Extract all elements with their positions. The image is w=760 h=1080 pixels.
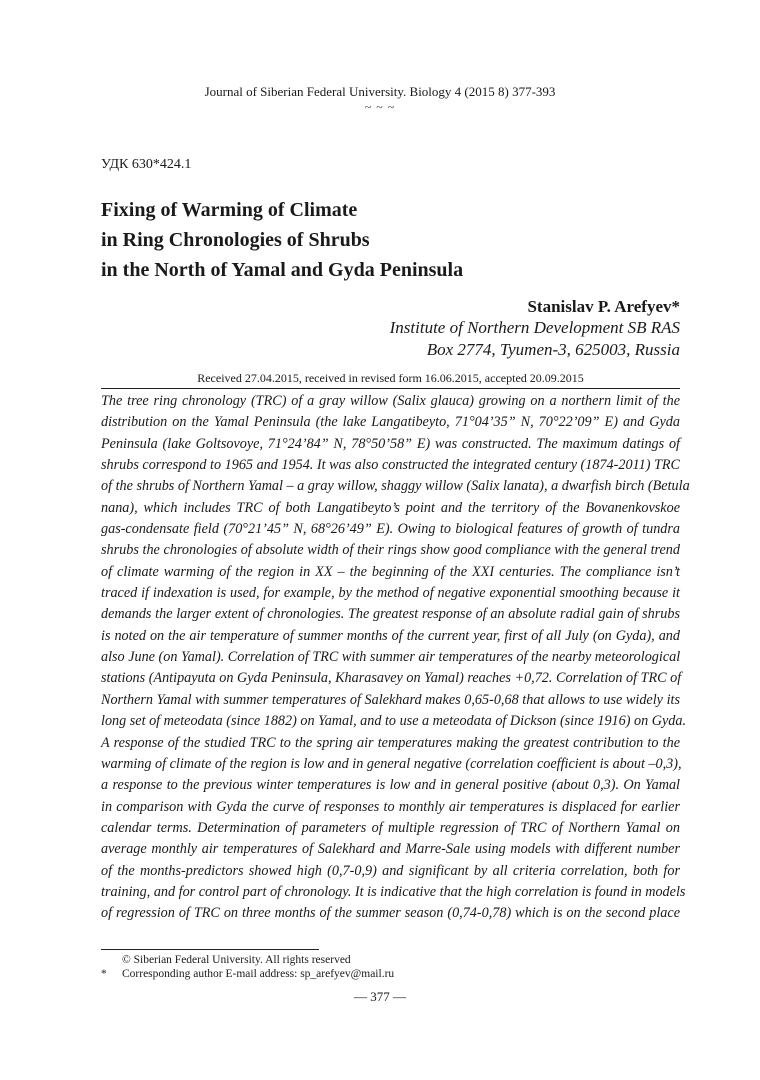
page-number: — 377 —	[354, 989, 406, 1004]
udk-code: УДК 630*424.1	[101, 157, 192, 172]
footnote-mark: *	[101, 968, 107, 980]
title-line: in the North of Yamal and Gyda Peninsula	[101, 259, 464, 281]
title-line: in Ring Chronologies of Shrubs	[101, 229, 370, 251]
abstract-line: shrubs the chronologies of absolute width of their rings show good compliance with the general trend	[101, 542, 680, 559]
abstract-line: average monthly air temperatures of Salekhard and Marre-Sale using models with different number	[101, 841, 680, 858]
abstract-line: also June (on Yamal). Correlation of TRC with summer air temperatures of the nearby meteorological	[101, 649, 681, 666]
title-line: Fixing of Warming of Climate	[101, 199, 358, 221]
abstract-line: is noted on the air temperature of summer months of the current year, first of all July (on Gyda), and	[101, 627, 680, 644]
corresponding-footnote	[101, 966, 394, 982]
abstract-line: of regression of TRC on three months of the summer season (0,74-0,78) which is on the second place	[101, 905, 680, 922]
footnote-divider	[101, 949, 319, 950]
abstract-line: gas-condensate field (70°21’45” N, 68°26’49” E). Owing to biological features of growth of tundra	[101, 521, 680, 538]
affiliation	[390, 317, 680, 361]
abstract-line: training, and for control part of chronology. It is indicative that the high correlation is found in models	[101, 883, 686, 900]
abstract-line: Northern Yamal with summer temperatures of Salekhard makes 0,65-0,68 that allows to use widely its	[101, 691, 680, 708]
header-ornament: ~ ~ ~	[364, 100, 396, 114]
article-title	[101, 195, 463, 285]
abstract-line: demands the larger extent of chronologies. The greatest response of an absolute radial gain of shrubs	[101, 606, 680, 623]
abstract-line: A response of the studied TRC to the spring air temperatures making the greatest contribution to the	[101, 734, 680, 751]
abstract-line: The tree ring chronology (TRC) of a gray willow (Salix glauca) growing on a northern limit of the	[101, 393, 680, 409]
abstract-line: traced if indexation is used, for example, by the method of negative exponential smoothing because it	[101, 585, 680, 602]
abstract-line: nana), which includes TRC of both Langatibeyto’s point and the territory of the Bovanenkovskoe	[101, 499, 680, 516]
received-dates: Received 27.04.2015, received in revised form 16.06.2015, accepted 20.09.2015	[197, 371, 584, 385]
journal-header: Journal of Siberian Federal University. Biology 4 (2015 8) 377-393	[204, 84, 556, 99]
abstract-line: of the shrubs of Northern Yamal – a gray willow, shaggy willow (Salix lanata), a dwarfish birch (Betula	[101, 478, 690, 495]
author-name: Stanislav P. Arefyev*	[527, 297, 680, 316]
abstract-line: of climate warming of the region in XX – the beginning of the XXI centuries. The compliance isn’t	[101, 563, 680, 580]
abstract-line: a response to the previous winter temperatures is low and in general positive (about 0,3). On Yamal	[101, 777, 680, 794]
abstract-line: distribution on the Yamal Peninsula (the lake Langatibeyto, 71°04’35” N, 70°22’09” E) and Gyda	[101, 414, 680, 431]
affiliation-address: Box 2774, Tyumen-3, 625003, Russia	[426, 340, 680, 359]
abstract-line: of the months-predictors showed high (0,7-0,9) and significant by all criteria correlation, both for	[101, 862, 680, 879]
abstract-line: shrubs correspond to 1965 and 1954. It was also constructed the integrated century (1874-2011) TRC	[101, 457, 680, 474]
abstract	[101, 391, 690, 925]
abstract-line: in comparison with Gyda the curve of responses to monthly air temperatures is displaced for earlier	[101, 798, 680, 815]
abstract-line: long set of meteodata (since 1882) on Yamal, and to use a meteodata of Dickson (since 1916) on Gyda.	[101, 713, 687, 730]
copyright-footnote: © Siberian Federal University. All rights reserved	[122, 954, 351, 966]
abstract-line: warming of climate of the region is low and in general negative (correlation coefficient is about –0,3),	[101, 755, 682, 772]
affiliation-institute: Institute of Northern Development SB RAS	[389, 318, 680, 337]
abstract-line: Peninsula (lake Goltsovoye, 71°24’84” N, 78°50’58” E) was constructed. The maximum datings of	[101, 435, 680, 452]
abstract-line: calendar terms. Determination of parameters of multiple regression of TRC of Northern Yamal on	[101, 819, 680, 836]
abstract-line: stations (Antipayuta on Gyda Peninsula, Kharasavey on Yamal) reaches +0,72. Correlation of TRC of	[101, 670, 682, 687]
corresponding-author-email: Corresponding author E-mail address: sp_arefyev@mail.ru	[122, 968, 395, 980]
divider	[101, 388, 680, 389]
